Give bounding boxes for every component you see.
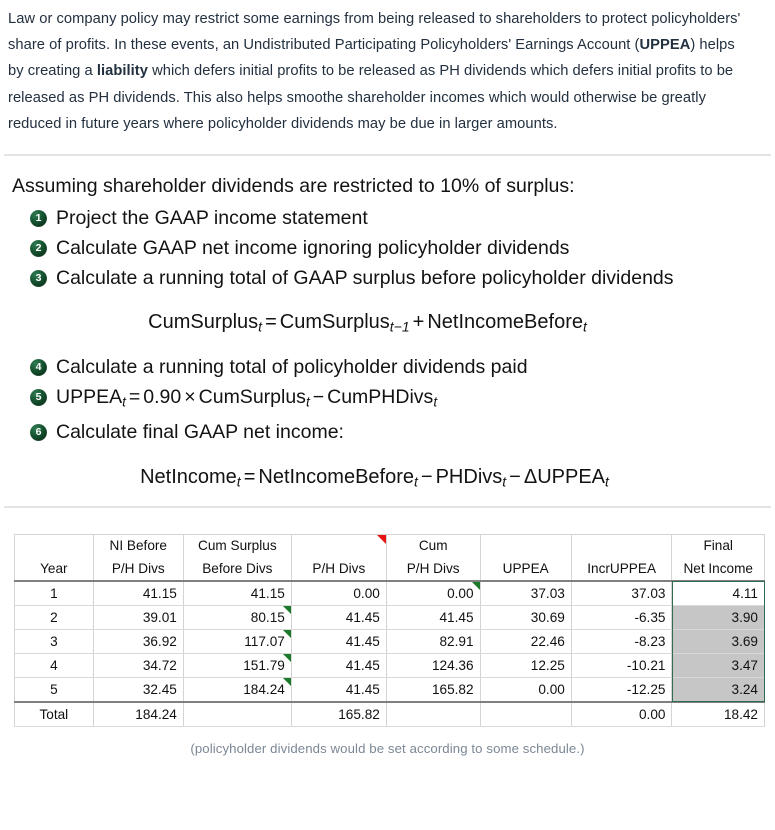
- formula-marker-icon: [472, 582, 480, 590]
- cell-cum-surplus[interactable]: [183, 654, 291, 678]
- table-row: [15, 581, 765, 606]
- cell-cum-ph-divs[interactable]: 124.36: [386, 654, 480, 678]
- cell-cum-ph-divs-value: 0.00: [447, 585, 474, 601]
- cell-total-net-income[interactable]: 18.42: [672, 702, 765, 727]
- intro-paragraph: [0, 0, 775, 137]
- formula-net-income-term3: ΔUPPEA: [523, 465, 606, 488]
- step-item-5: [8, 383, 767, 416]
- header-incr-uppea: IncrUPPEA: [571, 557, 672, 581]
- formula-uppea-equals: =: [128, 386, 141, 409]
- cell-uppea[interactable]: 37.03: [480, 581, 571, 606]
- step-label-6: Calculate final GAAP net income:: [56, 420, 344, 443]
- cell-ph-divs[interactable]: 41.45: [291, 606, 386, 630]
- header-final-net-income: Net Income: [672, 557, 765, 581]
- cell-year[interactable]: 2: [15, 606, 94, 630]
- cell-total-uppea[interactable]: [480, 702, 571, 727]
- numbered-bullet-5-icon: 5: [30, 389, 47, 406]
- intro-text-part2: ) helps by creating a: [8, 37, 735, 80]
- step-label-1: Project the GAAP income statement: [56, 207, 368, 230]
- formula-net-income-equals: =: [243, 465, 256, 488]
- table-row: [15, 606, 765, 630]
- numbered-bullet-2-icon: 2: [30, 240, 47, 257]
- cell-ni-before[interactable]: 39.01: [93, 606, 183, 630]
- cell-net-income[interactable]: 3.47: [672, 654, 765, 678]
- intro-bold-uppea: UPPEA: [639, 37, 691, 54]
- formula-net-income-term1: NetIncomeBefore: [258, 465, 415, 488]
- intro-text-part3: which defers initial profits to be released as PH dividends which defers initial profits to be released as PH dividends. This also helps smoothe shareholder incomes which would otherwise be greatly reduced in future years where policyholder dividends may be due in larger amounts.: [8, 63, 734, 132]
- cell-cum-surplus-value: 80.15: [250, 609, 285, 625]
- spreadsheet-table-wrapper: [14, 534, 765, 727]
- step-item-1: [8, 204, 767, 233]
- step-label-4: Calculate a running total of policyholder dividends paid: [56, 356, 528, 379]
- cell-net-income[interactable]: 3.90: [672, 606, 765, 630]
- formula-cum-surplus-term1-sub: t−1: [389, 318, 410, 335]
- header-top-incr-uppea: [571, 535, 672, 558]
- cell-incr-uppea[interactable]: -10.21: [571, 654, 672, 678]
- formula-cum-surplus-equals: =: [265, 311, 277, 334]
- cell-cum-surplus[interactable]: [183, 630, 291, 654]
- formula-net-income-lhs: NetIncome: [140, 465, 237, 488]
- formula-uppea-lhs-sub: t: [122, 394, 126, 410]
- header-ph-divs: P/H Divs: [291, 557, 386, 581]
- cell-incr-uppea[interactable]: 37.03: [571, 581, 672, 606]
- formula-net-income-term2-sub: t: [502, 473, 507, 489]
- formula-cum-surplus-lhs: CumSurplus: [148, 311, 259, 334]
- table-caption: (policyholder dividends would be set according to some schedule.): [190, 741, 585, 756]
- intro-bold-liability: liability: [96, 63, 148, 80]
- header-uppea: UPPEA: [480, 557, 571, 581]
- cell-year[interactable]: 5: [15, 678, 94, 703]
- formula-net-income-operator2: −: [509, 465, 521, 488]
- header-cum-surplus-before-divs: Before Divs: [183, 557, 291, 581]
- cell-total-cum-ph-divs[interactable]: [386, 702, 480, 727]
- cell-total-incr-uppea[interactable]: 0.00: [571, 702, 672, 727]
- cell-net-income[interactable]: 3.69: [672, 630, 765, 654]
- step-item-6: [8, 418, 767, 447]
- cell-total-cum-surplus[interactable]: [183, 702, 291, 727]
- formula-cum-surplus-operator: +: [412, 311, 425, 334]
- cell-total-ph-divs[interactable]: 165.82: [291, 702, 386, 727]
- cell-cum-surplus-value: 117.07: [244, 633, 285, 649]
- numbered-bullet-6-icon: 6: [30, 424, 47, 441]
- cell-ph-divs[interactable]: 41.45: [291, 678, 386, 703]
- uppea-projection-table: [14, 534, 765, 727]
- cell-ph-divs[interactable]: 41.45: [291, 630, 386, 654]
- step-item-4: [8, 353, 767, 382]
- step-label-2: Calculate GAAP net income ignoring policyholder dividends: [56, 237, 570, 260]
- formula-cum-surplus-term2: NetIncomeBefore: [427, 311, 583, 334]
- cell-ni-before[interactable]: 41.15: [93, 581, 183, 606]
- cell-ni-before[interactable]: 34.72: [93, 654, 183, 678]
- steps-lead: Assuming shareholder dividends are restricted to 10% of surplus:: [12, 175, 575, 198]
- cell-incr-uppea[interactable]: -6.35: [571, 606, 672, 630]
- cell-cum-surplus[interactable]: [183, 678, 291, 703]
- cell-cum-ph-divs[interactable]: [386, 581, 480, 606]
- cell-net-income[interactable]: 4.11: [672, 581, 765, 606]
- header-year: Year: [15, 557, 94, 581]
- cell-uppea[interactable]: 0.00: [480, 678, 571, 703]
- header-top-final: Final: [672, 535, 765, 558]
- cell-year[interactable]: 3: [15, 630, 94, 654]
- header-top-ni-before: NI Before: [93, 535, 183, 558]
- cell-net-income[interactable]: 3.24: [672, 678, 765, 703]
- numbered-bullet-3-icon: 3: [30, 270, 47, 287]
- formula-marker-icon: [283, 654, 291, 662]
- formula-uppea-lhs: UPPEA: [56, 386, 123, 409]
- cell-incr-uppea[interactable]: -8.23: [571, 630, 672, 654]
- formula-uppea-term2: CumPHDivs: [327, 386, 434, 409]
- header-ni-before-ph-divs: P/H Divs: [93, 557, 183, 581]
- formula-net-income-lhs-sub: t: [236, 473, 241, 489]
- cell-cum-surplus-value: 184.24: [243, 681, 285, 697]
- formula-net-income-term3-sub: t: [605, 473, 609, 489]
- cell-total-label[interactable]: Total: [15, 702, 94, 727]
- formula-uppea-operator: −: [312, 386, 325, 409]
- cell-ni-before[interactable]: 32.45: [93, 678, 183, 703]
- cell-cum-surplus[interactable]: [183, 606, 291, 630]
- cell-cum-surplus[interactable]: 41.15: [183, 581, 291, 606]
- table-row: [15, 654, 765, 678]
- cell-cum-ph-divs[interactable]: 41.45: [386, 606, 480, 630]
- intro-text-part1: Law or company policy may restrict some earnings from being released to shareholders to protect policyholders' share of profits. In these events, an Undistributed Participating Policyholders' Earnings Account (: [8, 11, 741, 54]
- formula-uppea-inline: [56, 383, 767, 416]
- formula-net-income-term1-sub: t: [414, 473, 418, 489]
- header-top-cum: Cum: [386, 535, 480, 558]
- header-top-cum-surplus: Cum Surplus: [183, 535, 291, 558]
- formula-net-income-term2: PHDivs: [435, 465, 503, 488]
- cell-total-ni-before[interactable]: 184.24: [93, 702, 183, 727]
- header-top-year: [15, 535, 94, 558]
- formula-marker-icon: [283, 606, 291, 614]
- steps-section: [0, 156, 775, 506]
- step-item-2: [8, 234, 767, 263]
- numbered-bullet-1-icon: 1: [30, 210, 47, 227]
- formula-cum-surplus-term2-sub: t: [582, 318, 587, 335]
- cell-cum-ph-divs[interactable]: 165.82: [386, 678, 480, 703]
- formula-cum-surplus-term1: CumSurplus: [279, 311, 390, 334]
- formula-uppea-times: ×: [184, 386, 196, 409]
- table-row: [15, 630, 765, 654]
- cell-year[interactable]: 1: [15, 581, 94, 606]
- header-cum-ph-divs: P/H Divs: [386, 557, 480, 581]
- header-top-uppea: [480, 535, 571, 558]
- cell-incr-uppea[interactable]: -12.25: [571, 678, 672, 703]
- step-label-3: Calculate a running total of GAAP surplus before policyholder dividends: [56, 267, 674, 290]
- formula-net-income: [8, 448, 767, 506]
- formula-uppea-term1: CumSurplus: [198, 386, 306, 409]
- formula-uppea-term2-sub: t: [433, 394, 438, 410]
- cell-cum-ph-divs[interactable]: 82.91: [386, 630, 480, 654]
- cell-ph-divs[interactable]: 0.00: [291, 581, 386, 606]
- formula-marker-icon: [283, 678, 291, 686]
- cell-uppea[interactable]: 12.25: [480, 654, 571, 678]
- numbered-bullet-4-icon: 4: [30, 359, 47, 376]
- table-total-row: [15, 702, 765, 727]
- formula-net-income-operator1: −: [420, 465, 433, 488]
- formula-uppea-term1-sub: t: [305, 394, 310, 410]
- comment-marker-icon[interactable]: [377, 535, 386, 544]
- section-divider-bottom: [4, 506, 771, 508]
- formula-marker-icon: [283, 630, 291, 638]
- formula-cum-surplus-lhs-sub: t: [258, 318, 263, 335]
- cell-cum-surplus-value: 151.79: [243, 657, 285, 673]
- cell-ni-before[interactable]: 36.92: [93, 630, 183, 654]
- formula-cum-surplus: [8, 294, 767, 353]
- step-item-3: [8, 264, 767, 293]
- header-top-ph-divs: [291, 535, 386, 558]
- table-header-row-top: [15, 535, 765, 558]
- cell-uppea[interactable]: 30.69: [480, 606, 571, 630]
- table-header-row-bottom: [15, 557, 765, 581]
- cell-ph-divs[interactable]: 41.45: [291, 654, 386, 678]
- cell-year[interactable]: 4: [15, 654, 94, 678]
- cell-uppea[interactable]: 22.46: [480, 630, 571, 654]
- table-row: [15, 678, 765, 703]
- formula-uppea-factor: 0.90: [143, 386, 182, 409]
